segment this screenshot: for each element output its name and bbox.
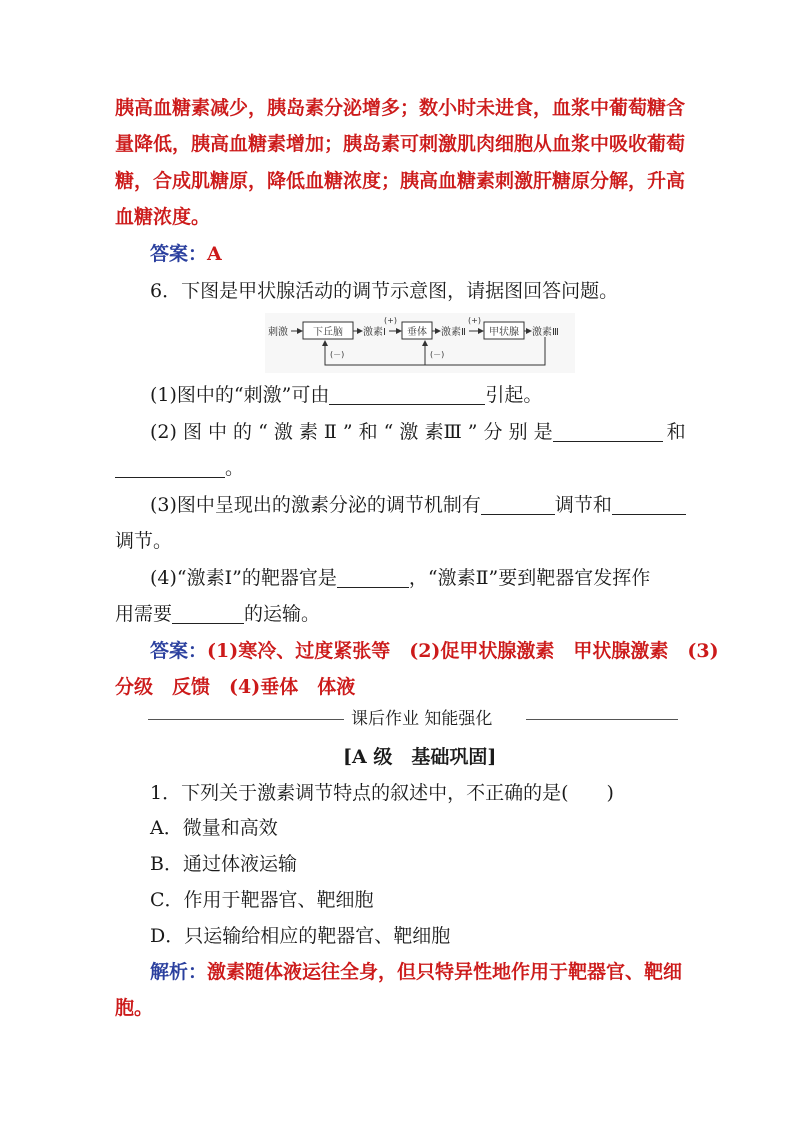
answer-value: A [207,243,222,265]
answer-6-line-2: 分级 反馈 (4)垂体 体液 [115,676,356,698]
sub-3-mid: 调节和 [554,494,612,516]
answer-blank [612,494,686,515]
option-a: A．微量和高效 [150,817,278,839]
question-6-stem: 6．下图是甲状腺活动的调节示意图，请据图回答问题。 [150,280,619,302]
question-6-sub-4 [150,564,650,592]
answer-6-text-1: (1)寒冷、过度紧张等 (2)促甲状腺激素 甲状腺激素 (3) [207,640,719,662]
hormone-1-label: 激素Ⅰ [363,327,386,338]
analysis-text-1: 激素随体液运往全身，但只特异性地作用于靶器官、靶细 [207,961,683,983]
section-level-title: [A 级 基础巩固] [343,746,497,768]
option-b: B．通过体液运输 [150,853,297,875]
sub-1-tail: 引起。 [485,384,543,406]
question-6-sub-3-cont: 调节。 [115,530,173,552]
sub-2-and: 和 [666,421,686,443]
sub-4-text: (4)“激素Ⅰ”的靶器官是 [150,567,337,589]
sub-1-text: (1)图中的“刺激”可由 [150,384,330,406]
answer-blank [481,494,555,515]
sub-4-tail: 的运输。 [244,603,321,625]
answer-label: 答案： [150,243,208,265]
hormone-3-label: 激素Ⅲ [532,327,559,338]
answer-blank [329,384,485,405]
option-c: C．作用于靶器官、靶细胞 [150,889,374,911]
sub-2-tail: 。 [225,457,245,479]
section-divider [148,707,678,731]
minus-label-2: (－) [430,350,445,359]
sub-3-text: (3)图中呈现出的激素分泌的调节机制有 [150,494,481,516]
hormone-2-label: 激素Ⅱ [441,327,466,338]
question-6-sub-4-cont [115,600,320,628]
explanation-line-2: 量降低，胰高血糖素增加；胰岛素可刺激肌肉细胞从血浆中吸收葡萄 [115,133,686,155]
question-6-sub-3 [150,491,686,519]
section-divider-title: 课后作业 知能强化 [351,709,493,729]
answer-blank [337,567,409,588]
analysis-label: 解析： [150,961,208,983]
explanation-line-4: 血糖浓度。 [115,206,211,228]
answer-blank [115,457,225,478]
sub-2-text: (2) 图 中 的 “ 激 素 Ⅱ ” 和 “ 激 素Ⅲ ” 分 别 是 [150,421,553,443]
answer-blank [172,603,244,624]
explanation-line-1: 胰高血糖素减少，胰岛素分泌增多；数小时未进食，血浆中葡萄糖含 [115,97,686,119]
plus-label-1: (+) [384,316,397,325]
sub-4-need: 用需要 [115,603,173,625]
question-6-sub-2 [150,418,686,446]
sub-4-mid: ，“激素Ⅱ”要到靶器官发挥作 [408,567,651,589]
plus-label-2: (+) [468,316,481,325]
explanation-line-3: 糖，合成肌糖原，降低血糖浓度；胰高血糖素刺激肝糖原分解，升高 [115,170,686,192]
thyroid-regulation-diagram [265,313,575,373]
thyroid-label: 甲状腺 [489,327,519,338]
divider-rule-left [148,719,344,720]
question-6-sub-1 [150,381,542,409]
stimulus-label: 刺激 [268,327,288,338]
answer-5 [150,240,222,268]
question-1-stem: 1．下列关于激素调节特点的叙述中，不正确的是( ) [150,782,614,804]
hypothalamus-label: 下丘脑 [313,327,343,338]
minus-label-1: (－) [330,350,345,359]
option-d: D．只运输给相应的靶器官、靶细胞 [150,925,451,947]
question-6-sub-2-cont [115,454,244,482]
answer-blank [553,421,663,442]
analysis-line-1 [150,958,682,986]
answer-label: 答案： [150,640,208,662]
pituitary-label: 垂体 [407,327,427,338]
analysis-line-2: 胞。 [115,997,154,1019]
divider-rule-right [526,719,678,720]
answer-6-line-1 [150,637,719,665]
